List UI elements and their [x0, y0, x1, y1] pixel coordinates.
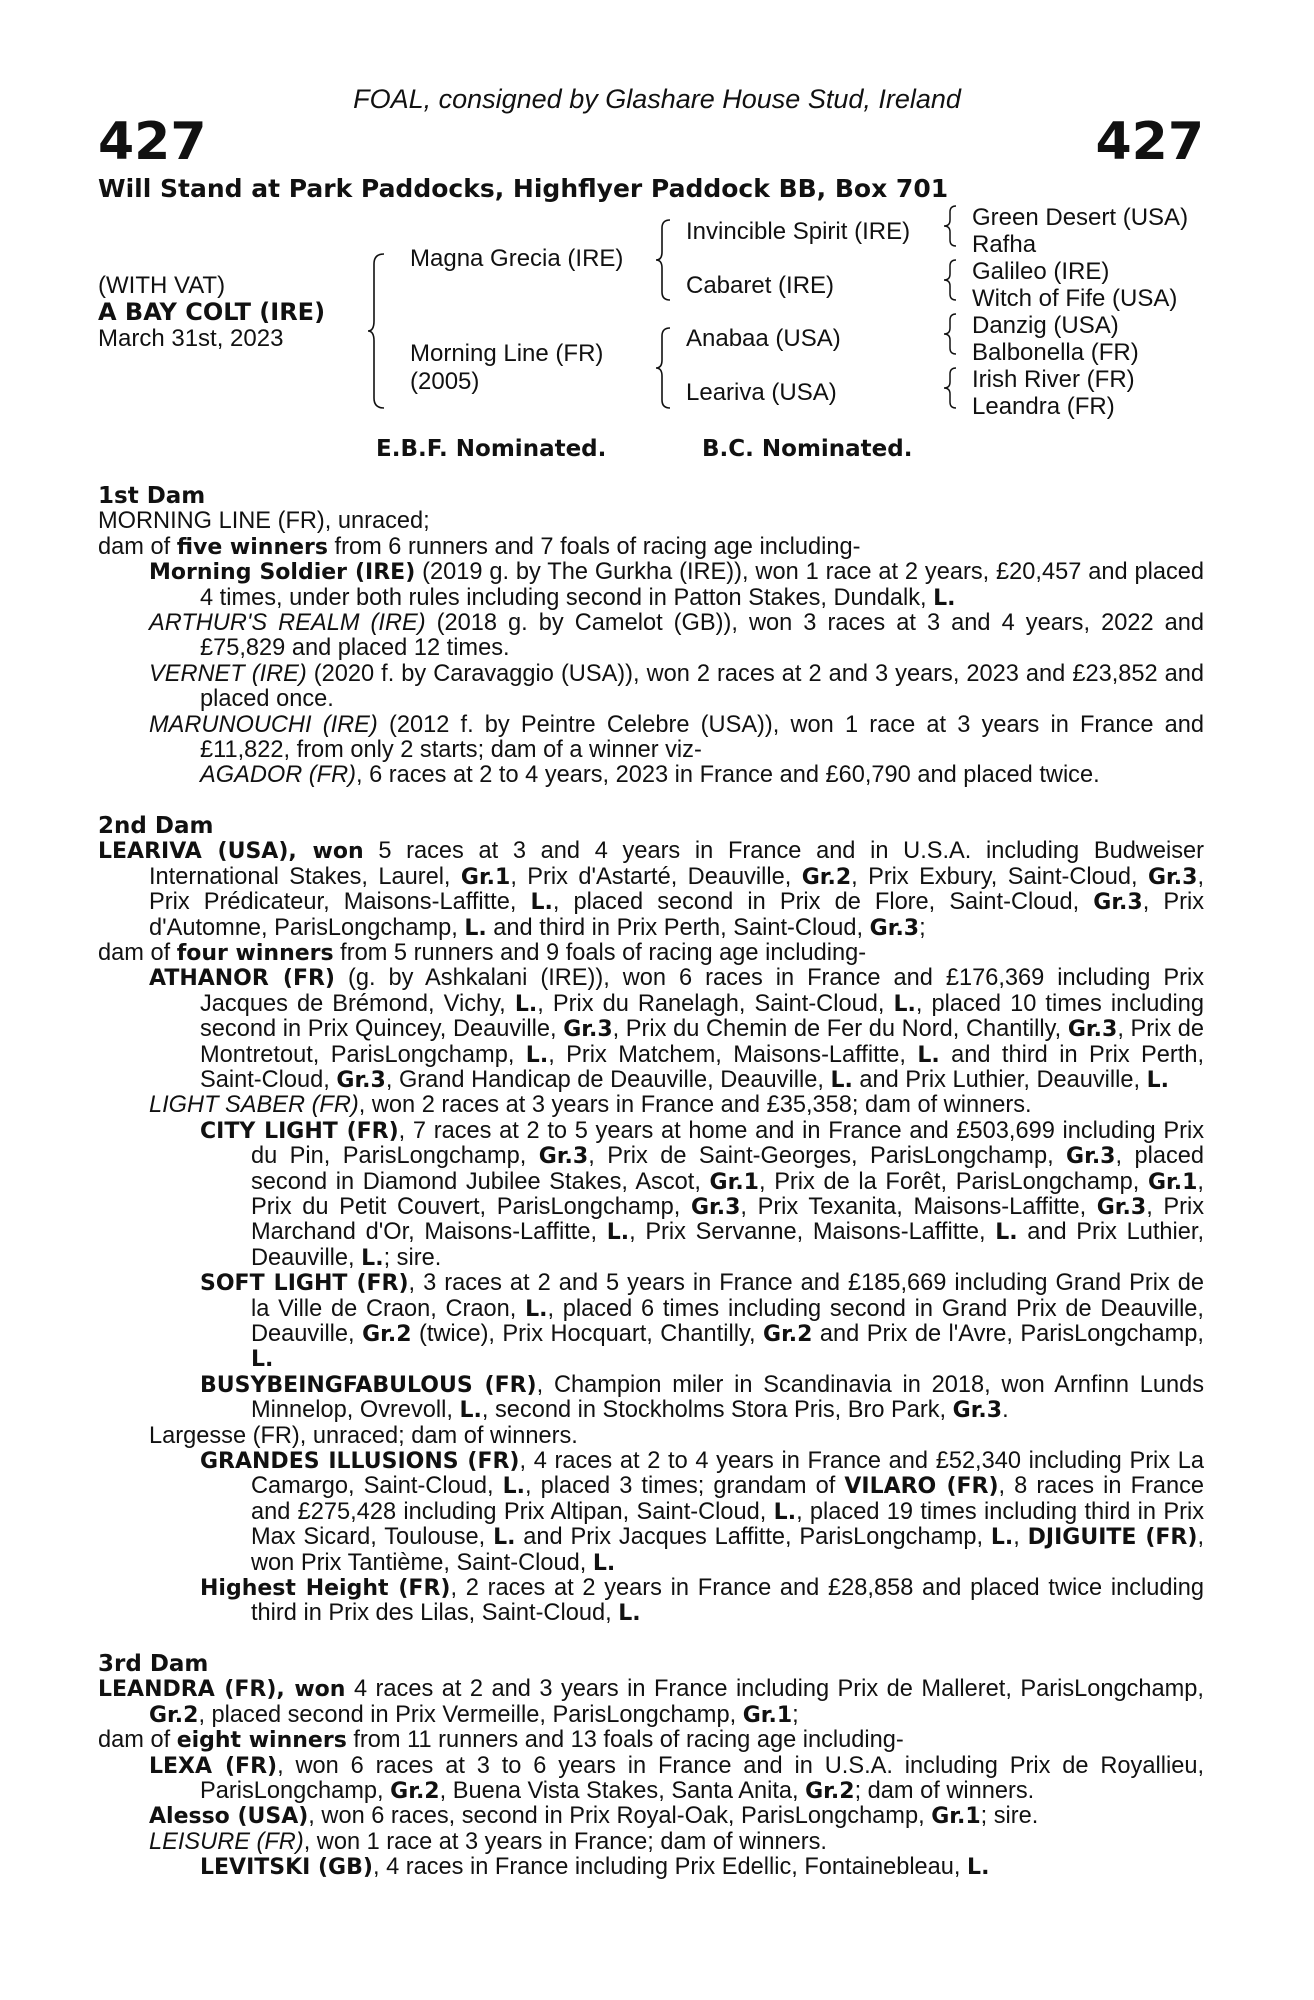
horse-name: CITY LIGHT (FR) [200, 1118, 399, 1144]
horse-name: LEXA (FR) [149, 1753, 278, 1779]
pedigree-dam: Morning Line (FR) [410, 340, 604, 367]
horse-name: Morning Soldier (IRE) [149, 560, 416, 586]
first-dam-produce-summary: dam of five winners from 6 runners and 7 foals of racing age including- [98, 533, 861, 560]
second-dam-record: LEARIVA (USA), won 5 races at 3 and 4 years in France and in U.S.A. including Budweiser International Stakes, Laurel, Gr.1, Prix d'Astarté, Deauville, Gr.2, Prix Exbury, Saint-Cloud, Gr.3, Prix Prédicateur, Maisons-Laffitte, L., placed second in Prix de Flore, Saint-Cloud, Gr.3, Prix d'Automne, ParisLongchamp, L. and third in Prix Perth, Saint-Cloud, Gr.3; [98, 838, 1204, 941]
produce-entry: SOFT LIGHT (FR), 3 races at 2 and 5 years in France and £185,669 including Grand Prix de la Ville de Craon, Craon, L., placed 6 times including second in Grand Prix de Deauville, Deauville, Gr.2 (twice), Prix Hocquart, Chantilly, Gr.2 and Prix de l'Avre, ParisLongchamp, L. [200, 1270, 1204, 1373]
produce-entry: LEISURE (FR), won 1 race at 3 years in France; dam of winners. [149, 1828, 827, 1855]
third-dam-heading: 3rd Dam [98, 1650, 209, 1677]
pedigree-g6: Balbonella (FR) [972, 339, 1139, 366]
produce-entry: Highest Height (FR), 2 races at 2 years in France and £28,858 and placed twice including third in Prix des Lilas, Saint-Cloud, L. [200, 1575, 1205, 1627]
produce-entry: ATHANOR (FR) (g. by Ashkalani (IRE)), won 6 races in France and £176,369 including Prix Jacques de Brémond, Vichy, L., Prix du Ranelagh, Saint-Cloud, L., placed 10 times including second in Prix Quincey, Deauville, Gr.3, Prix du Chemin de Fer du Nord, Chantilly, Gr.3, Prix de Montretout, ParisLongchamp, L., Prix Matchem, Maisons-Laffitte, L. and third in Prix Perth, Saint-Cloud, Gr.3, Grand Handicap de Deauville, Deauville, L. and Prix Luthier, Deauville, L. [149, 965, 1205, 1093]
horse-name: SOFT LIGHT (FR) [200, 1271, 409, 1297]
lot-title: A BAY COLT (IRE) [98, 298, 326, 326]
horse-name: GRANDES ILLUSIONS (FR) [200, 1449, 520, 1475]
produce-entry: VERNET (IRE) (2020 f. by Caravaggio (USA)), won 2 races at 2 and 3 years, 2023 and £23,852 and placed once. [149, 660, 1204, 713]
produce-entry [149, 1424, 1204, 1449]
produce-entry: MARUNOUCHI (IRE) (2012 f. by Peintre Celebre (USA)), won 1 race at 3 years in France and £11,822, from only 2 starts; dam of a winner viz- [149, 711, 1205, 764]
first-dam-heading: 1st Dam [98, 483, 206, 509]
foaling-date: March 31st, 2023 [98, 325, 284, 352]
produce-entry: Alesso (USA), won 6 races, second in Prix Royal-Oak, ParisLongchamp, Gr.1; sire. [149, 1803, 1039, 1830]
horse-name: LEARIVA (USA) [98, 839, 289, 865]
produce-record [98, 484, 1204, 1881]
horse-name: Alesso (USA) [149, 1804, 309, 1830]
pedigree-brace-g56 [942, 312, 960, 356]
pedigree-g2: Rafha [972, 231, 1037, 258]
vat-note: (WITH VAT) [98, 272, 226, 299]
pedigree-brace-g34 [942, 258, 960, 302]
produce-entry: GRANDES ILLUSIONS (FR), 4 races at 2 to 4 years in France and £52,340 including Prix La Camargo, Saint-Cloud, L., placed 3 times; grandam of VILARO (FR), 8 races in France and £275,428 including Prix Altipan, Saint-Cloud, L., placed 19 times including third in Prix Max Sicard, Toulouse, L. and Prix Jacques Laffitte, ParisLongchamp, L., DJIGUITE (FR), won Prix Tantième, Saint-Cloud, L. [200, 1448, 1204, 1576]
second-dam-heading: 2nd Dam [98, 812, 214, 839]
pedigree-sire-dam: Cabaret (IRE) [686, 272, 835, 299]
pedigree-g3: Galileo (IRE) [972, 258, 1110, 285]
ebf-nomination: E.B.F. Nominated. [376, 436, 607, 462]
pedigree-brace-dam [654, 326, 674, 410]
pedigree-brace-g12 [942, 204, 960, 248]
horse-name: ATHANOR (FR) [149, 966, 335, 992]
produce-entry: ARTHUR'S REALM (IRE) (2018 g. by Camelot (GB)), won 3 races at 3 and 4 years, 2022 and £75,829 and placed 12 times. [149, 610, 1204, 662]
lot-number-right: 427 [1095, 112, 1204, 172]
pedigree-dam-sire: Anabaa (USA) [686, 325, 841, 352]
horse-name: AGADOR (FR) [200, 762, 356, 789]
horse-name: MARUNOUCHI (IRE) [149, 711, 378, 738]
pedigree-sire: Magna Grecia (IRE) [410, 245, 624, 272]
horse-name: LIGHT SABER (FR) [149, 1092, 359, 1119]
produce-entry: AGADOR (FR), 6 races at 2 to 4 years, 2023 in France and £60,790 and placed twice. [200, 762, 1100, 789]
lot-number-left: 427 [98, 112, 207, 172]
pedigree-dam-year: (2005) [410, 368, 480, 395]
stand-location: Will Stand at Park Paddocks, Highflyer Paddock BB, Box 701 [98, 174, 949, 203]
horse-name: Largesse (FR), unraced; dam of winners. [149, 1422, 578, 1449]
horse-name: LEANDRA (FR) [98, 1677, 277, 1703]
pedigree-g4: Witch of Fife (USA) [972, 285, 1178, 312]
bc-nomination: B.C. Nominated. [702, 436, 913, 462]
pedigree-g7: Irish River (FR) [972, 366, 1135, 393]
pedigree-brace-g78 [942, 366, 960, 410]
horse-name: LEISURE (FR) [149, 1828, 304, 1855]
pedigree-g1: Green Desert (USA) [972, 204, 1189, 231]
produce-entry: LEXA (FR), won 6 races at 3 to 6 years in France and in U.S.A. including Prix de Royallieu, ParisLongchamp, Gr.2, Buena Vista Stakes, Santa Anita, Gr.2; dam of winners. [149, 1752, 1204, 1804]
produce-entry: LIGHT SABER (FR), won 2 races at 3 years in France and £35,358; dam of winners. [149, 1092, 1032, 1119]
pedigree-dam-dam: Leariva (USA) [686, 379, 837, 406]
horse-name: LEVITSKI (GB) [200, 1855, 373, 1881]
second-dam-produce-summary: dam of four winners from 5 runners and 9 foals of racing age including- [98, 939, 867, 966]
pedigree-sire-sire: Invincible Spirit (IRE) [686, 218, 911, 245]
consignor-line: FOAL, consigned by Glashare House Stud, Ireland [353, 84, 961, 114]
horse-name: Highest Height (FR) [200, 1576, 451, 1602]
produce-entry: CITY LIGHT (FR), 7 races at 2 to 5 years at home and in France and £503,699 including Prix du Pin, ParisLongchamp, Gr.3, Prix de Saint-Georges, ParisLongchamp, Gr.3, placed second in Diamond Jubilee Stakes, Ascot, Gr.1, Prix de la Forêt, ParisLongchamp, Gr.1, Prix du Petit Couvert, ParisLongchamp, Gr.3, Prix Texanita, Maisons-Laffitte, Gr.3, Prix Marchand d'Or, Maisons-Laffitte, L., Prix Servanne, Maisons-Laffitte, L. and Prix Luthier, Deauville, L.; sire. [200, 1117, 1205, 1271]
winners-count: four winners [176, 940, 334, 966]
produce-entry: LEVITSKI (GB), 4 races in France including Prix Edellic, Fontainebleau, L. [200, 1854, 990, 1881]
pedigree-g5: Danzig (USA) [972, 312, 1119, 339]
produce-entry: BUSYBEINGFABULOUS (FR), Champion miler in Scandinavia in 2018, won Arnfinn Lunds Minnelop, Ovrevoll, L., second in Stockholms Stora Pris, Bro Park, Gr.3. [200, 1371, 1205, 1424]
third-dam-record: LEANDRA (FR), won 4 races at 2 and 3 years in France including Prix de Malleret, ParisLongchamp, Gr.2, placed second in Prix Vermeille, ParisLongchamp, Gr.1; [98, 1676, 1204, 1728]
horse-name: BUSYBEINGFABULOUS (FR) [200, 1372, 537, 1398]
third-dam-produce-summary: dam of eight winners from 11 runners and 13 foals of racing age including- [98, 1727, 904, 1754]
first-dam-line1: MORNING LINE (FR), unraced; [98, 508, 430, 535]
winners-count: five winners [176, 534, 328, 560]
horse-name: ARTHUR'S REALM (IRE) [149, 610, 426, 637]
pedigree-brace-main [366, 252, 390, 410]
pedigree-g8: Leandra (FR) [972, 393, 1115, 420]
winners-count: eight winners [176, 1728, 347, 1754]
produce-entry: Morning Soldier (IRE) (2019 g. by The Gurkha (IRE)), won 1 race at 2 years, £20,457 and placed 4 times, under both rules including second in Patton Stakes, Dundalk, L. [149, 559, 1204, 611]
horse-name: VERNET (IRE) [149, 660, 307, 687]
pedigree-brace-sire [654, 218, 674, 302]
